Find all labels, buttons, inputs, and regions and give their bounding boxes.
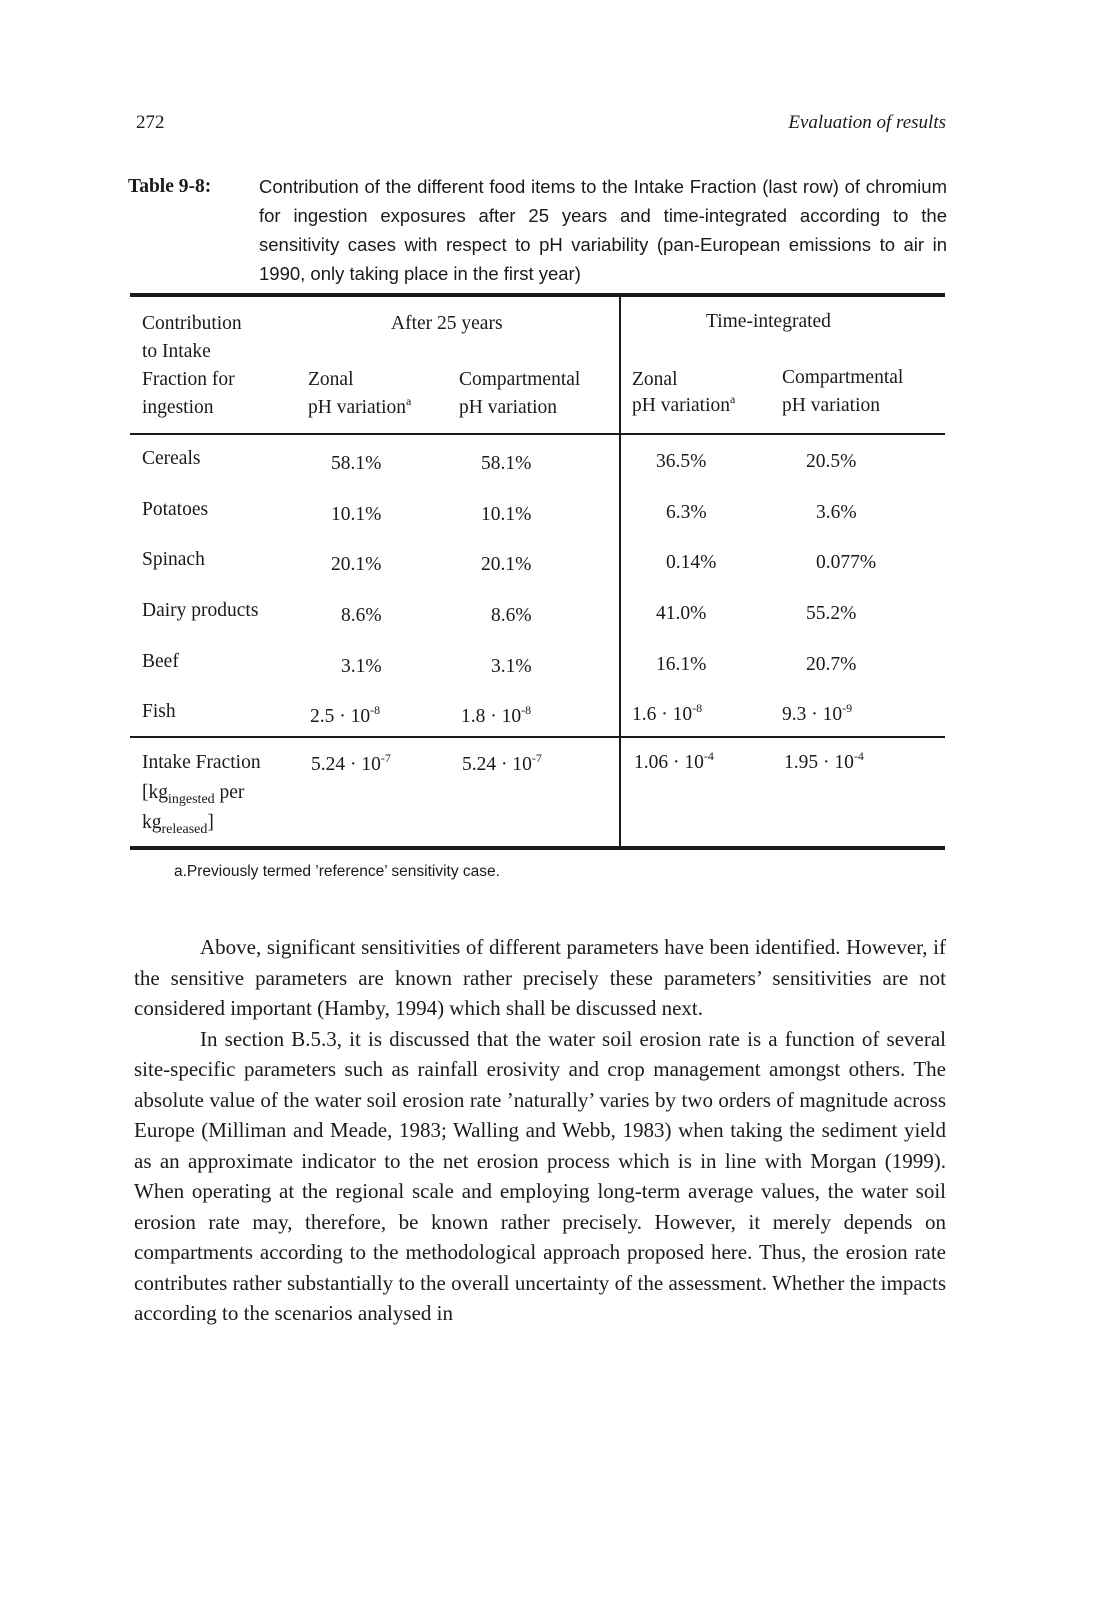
col-header-zonal-after: Zonal (308, 369, 354, 390)
table-caption-text: Contribution of the different food items to the Intake Fraction (last row) of chromium for ingestion exposures after 25 years and time-integrated according to the sensitivity cases with respect to pH variability (pan-European emissions to air in 1990, only taking place in the first year) (259, 176, 947, 284)
col-subheader-ph-time-compartmental: pH variation (782, 395, 881, 416)
cell-value: 8.6% (491, 605, 532, 626)
row-label: Fish (142, 701, 176, 722)
cell-value: $1.8 \cdot 10^{-8}$ (461, 703, 532, 727)
total-label-line-1: Intake Fraction (142, 752, 261, 773)
row-label: Beef (142, 651, 179, 672)
row-label: Potatoes (142, 499, 209, 520)
row-header-line-2: to Intake (142, 341, 211, 362)
cell-value: $9.3 \cdot 10^{-9}$ (782, 701, 853, 725)
group-header-after-25-years: After 25 years (391, 313, 503, 334)
table-footnote: a.Previously termed ’reference’ sensitivity case. (174, 863, 500, 880)
cell-value: 10.1% (481, 504, 532, 525)
cell-value: 58.1% (481, 453, 532, 474)
cell-value: 58.1% (331, 453, 382, 474)
cell-value: $1.6 \cdot 10^{-8}$ (632, 701, 703, 725)
row-label: Spinach (142, 549, 205, 570)
table-column-divider (619, 297, 621, 848)
col-subheader-ph-after-compartmental: pH variation (459, 397, 558, 418)
cell-value: 36.5% (656, 451, 707, 472)
table-caption-label: Table 9-8: (128, 176, 212, 197)
running-head (136, 112, 946, 142)
cell-value: $5.24 \cdot 10^{-7}$ (311, 751, 391, 775)
cell-value: 0.077% (816, 552, 877, 573)
row-label: Dairy products (142, 600, 259, 621)
cell-value: 20.5% (806, 451, 857, 472)
cell-value: 8.6% (341, 605, 382, 626)
cell-value: 3.1% (491, 656, 532, 677)
body-text (134, 932, 946, 1329)
cell-value: $1.06 \cdot 10^{-4}$ (634, 749, 714, 773)
paragraph: In section B.5.3, it is discussed that the water soil erosion rate is a function of several site-specific parameters such as rainfall erosivity and crop management amongst others. The absolute value of the water soil erosion rate ’naturally’ varies by two orders of magnitude across Europe (Milliman and Meade, 1983; Walling and Webb, 1983) when taking the sediment yield as an approximate indicator to the net erosion process which is in line with Morgan (1999). When operating at the regional scale and employing long-term average values, the water soil erosion rate may, therefore, be known rather precisely. However, it merely depends on compartments according to the methodological approach proposed here. Thus, the erosion rate contributes rather substantially to the overall uncertainty of the assessment. Whether the impacts according to the scenarios analysed in (134, 1026, 946, 1325)
table-top-rule (130, 293, 945, 297)
col-header-compartmental-after: Compartmental (459, 369, 581, 390)
table-header-rule (130, 433, 945, 435)
page-number: 272 (136, 112, 165, 133)
col-subheader-ph-after-zonal: pH variation$^a$ (308, 394, 412, 418)
cell-value: 3.6% (816, 502, 857, 523)
col-subheader-ph-time-zonal: pH variation$^a$ (632, 392, 736, 416)
cell-value: 6.3% (666, 502, 707, 523)
col-header-compartmental-time: Compartmental (782, 367, 904, 388)
row-header-line-1: Contribution (142, 313, 242, 334)
row-label: Cereals (142, 448, 201, 469)
cell-value: 3.1% (341, 656, 382, 677)
cell-value: $5.24 \cdot 10^{-7}$ (462, 751, 542, 775)
cell-value: 20.7% (806, 654, 857, 675)
cell-value: 0.14% (666, 552, 717, 573)
col-header-zonal-time: Zonal (632, 369, 678, 390)
cell-value: $2.5 \cdot 10^{-8}$ (310, 703, 381, 727)
cell-value: 41.0% (656, 603, 707, 624)
cell-value: 16.1% (656, 654, 707, 675)
running-title: Evaluation of results (788, 112, 946, 133)
group-header-time-integrated: Time-integrated (706, 311, 831, 332)
cell-value: 10.1% (331, 504, 382, 525)
row-header-line-4: ingestion (142, 397, 214, 418)
total-label-line-2: [$kg_{ingested}$ per (142, 782, 245, 807)
row-header-line-3: Fraction for (142, 369, 235, 390)
cell-value: 55.2% (806, 603, 857, 624)
cell-value: $1.95 \cdot 10^{-4}$ (784, 749, 864, 773)
data-table (130, 293, 945, 853)
table-bottom-rule (130, 846, 945, 850)
total-label-line-3: $kg_{released}$] (142, 812, 214, 837)
cell-value: 20.1% (331, 554, 382, 575)
table-total-rule (130, 736, 945, 738)
paragraph: Above, significant sensitivities of different parameters have been identified. However, if the sensitive parameters are known rather precisely these parameters’ sensitivities are not considered important (Hamby, 1994) which shall be discussed next. (134, 935, 946, 1020)
cell-value: 20.1% (481, 554, 532, 575)
